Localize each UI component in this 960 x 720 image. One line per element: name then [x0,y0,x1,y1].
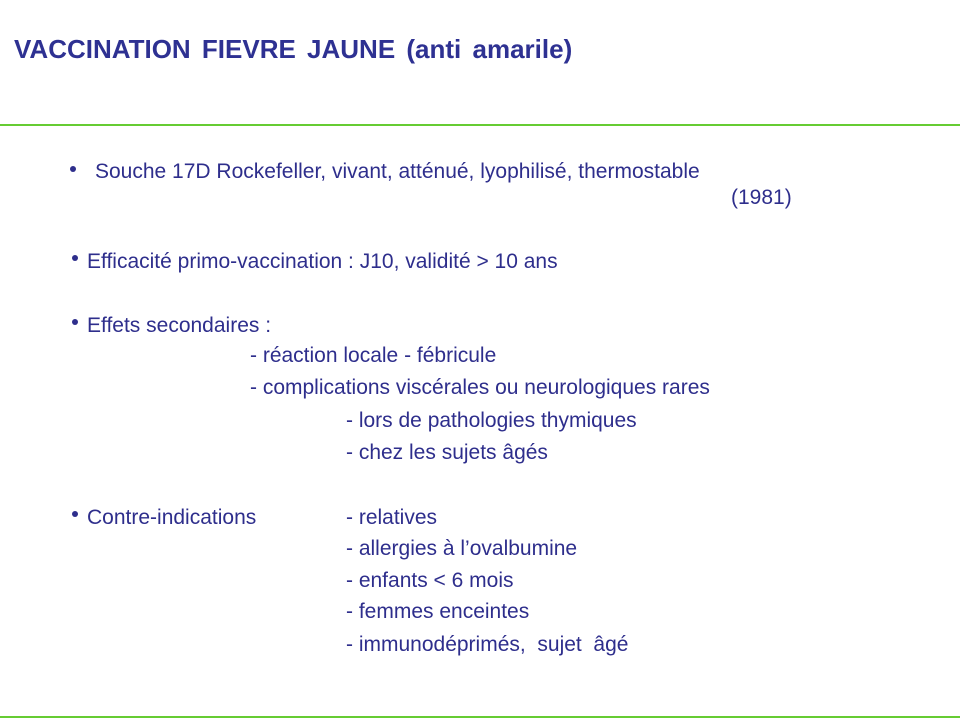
bullet-contre-indications: Contre-indications [87,506,257,529]
effets-sub-item: - réaction locale - fébricule [250,344,497,367]
effets-sub-item: - complications viscérales ou neurologiques rares [250,376,710,399]
bullet-souche-continuation: (1981) [731,186,792,209]
contre-indication-item: - immunodéprimés, sujet âgé [346,633,629,656]
top-divider [0,124,960,126]
bullet-souche: Souche 17D Rockefeller, vivant, atténué, lyophilisé, thermostable [95,160,700,183]
contre-indication-item: - relatives [346,506,438,529]
bullet-icon [72,319,78,325]
bullet-icon [72,511,78,517]
bullet-efficacite: Efficacité primo-vaccination : J10, validité > 10 ans [87,250,558,273]
slide-title: VACCINATION FIEVRE JAUNE (anti amarile) [14,34,573,64]
contre-indication-item: - femmes enceintes [346,600,530,623]
contre-indication-item: - allergies à l’ovalbumine [346,537,578,560]
bullet-icon [70,166,76,172]
bullet-icon [72,255,78,261]
contre-indication-item: - enfants < 6 mois [346,569,514,592]
bullet-effets: Effets secondaires : [87,314,272,337]
effets-subsub-item: - lors de pathologies thymiques [346,409,637,432]
bottom-divider [0,716,960,718]
effets-subsub-item: - chez les sujets âgés [346,441,548,464]
